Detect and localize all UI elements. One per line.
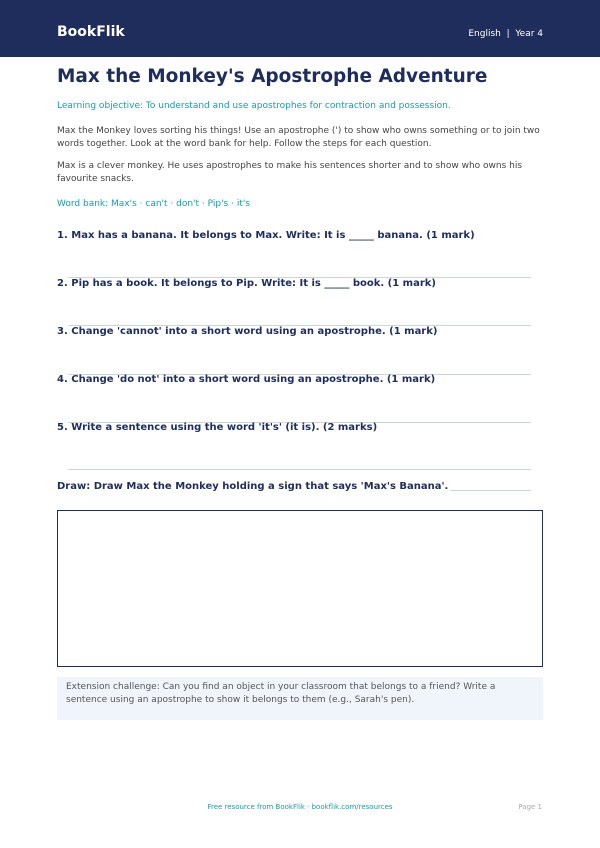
- extension-challenge-box: [57, 677, 543, 720]
- draw-prompt: Draw: Draw Max the Monkey holding a sign that says 'Max's Banana'.: [57, 481, 449, 492]
- intro-paragraph-2: Max is a clever monkey. He uses apostrophes to make his sentences shorter and to show who owns his favourite snacks.: [57, 161, 523, 184]
- question-3: 3. Change 'cannot' into a short word using an apostrophe. (1 mark): [57, 326, 438, 337]
- learning-objective: Learning objective: To understand and use apostrophes for contraction and possession.: [57, 101, 451, 111]
- page-number: Page 1: [518, 803, 542, 811]
- extension-challenge-text: Extension challenge: Can you find an object in your classroom that belongs to a friend? Write a sentence using an apostrophe to show it belongs to them (e.g., Sarah's pen).: [66, 682, 496, 705]
- question-2: 2. Pip has a book. It belongs to Pip. Write: It is _____ book. (1 mark): [57, 278, 436, 289]
- question-5: 5. Write a sentence using the word 'it's' (it is). (2 marks): [57, 422, 378, 433]
- answer-line-5a[interactable]: [68, 469, 531, 470]
- brand-logo: BookFlik: [57, 24, 125, 40]
- word-bank: Word bank: Max's · can't · don't · Pip's · it's: [57, 199, 251, 209]
- question-4: 4. Change 'do not' into a short word using an apostrophe. (1 mark): [57, 374, 436, 385]
- header-bar: [0, 0, 600, 57]
- intro-paragraph-1: Max the Monkey loves sorting his things! Use an apostrophe (') to show who owns something or to join two words together. Look at the word bank for help. Follow the steps for each question.: [57, 126, 540, 149]
- page-title: Max the Monkey's Apostrophe Adventure: [57, 66, 488, 87]
- drawing-box[interactable]: [57, 510, 543, 667]
- question-1: 1. Max has a banana. It belongs to Max. Write: It is _____ banana. (1 mark): [57, 230, 475, 241]
- subject-year-label: English | Year 4: [468, 29, 543, 39]
- footer-resource-link[interactable]: Free resource from BookFlik · bookflik.com/resources: [207, 803, 393, 811]
